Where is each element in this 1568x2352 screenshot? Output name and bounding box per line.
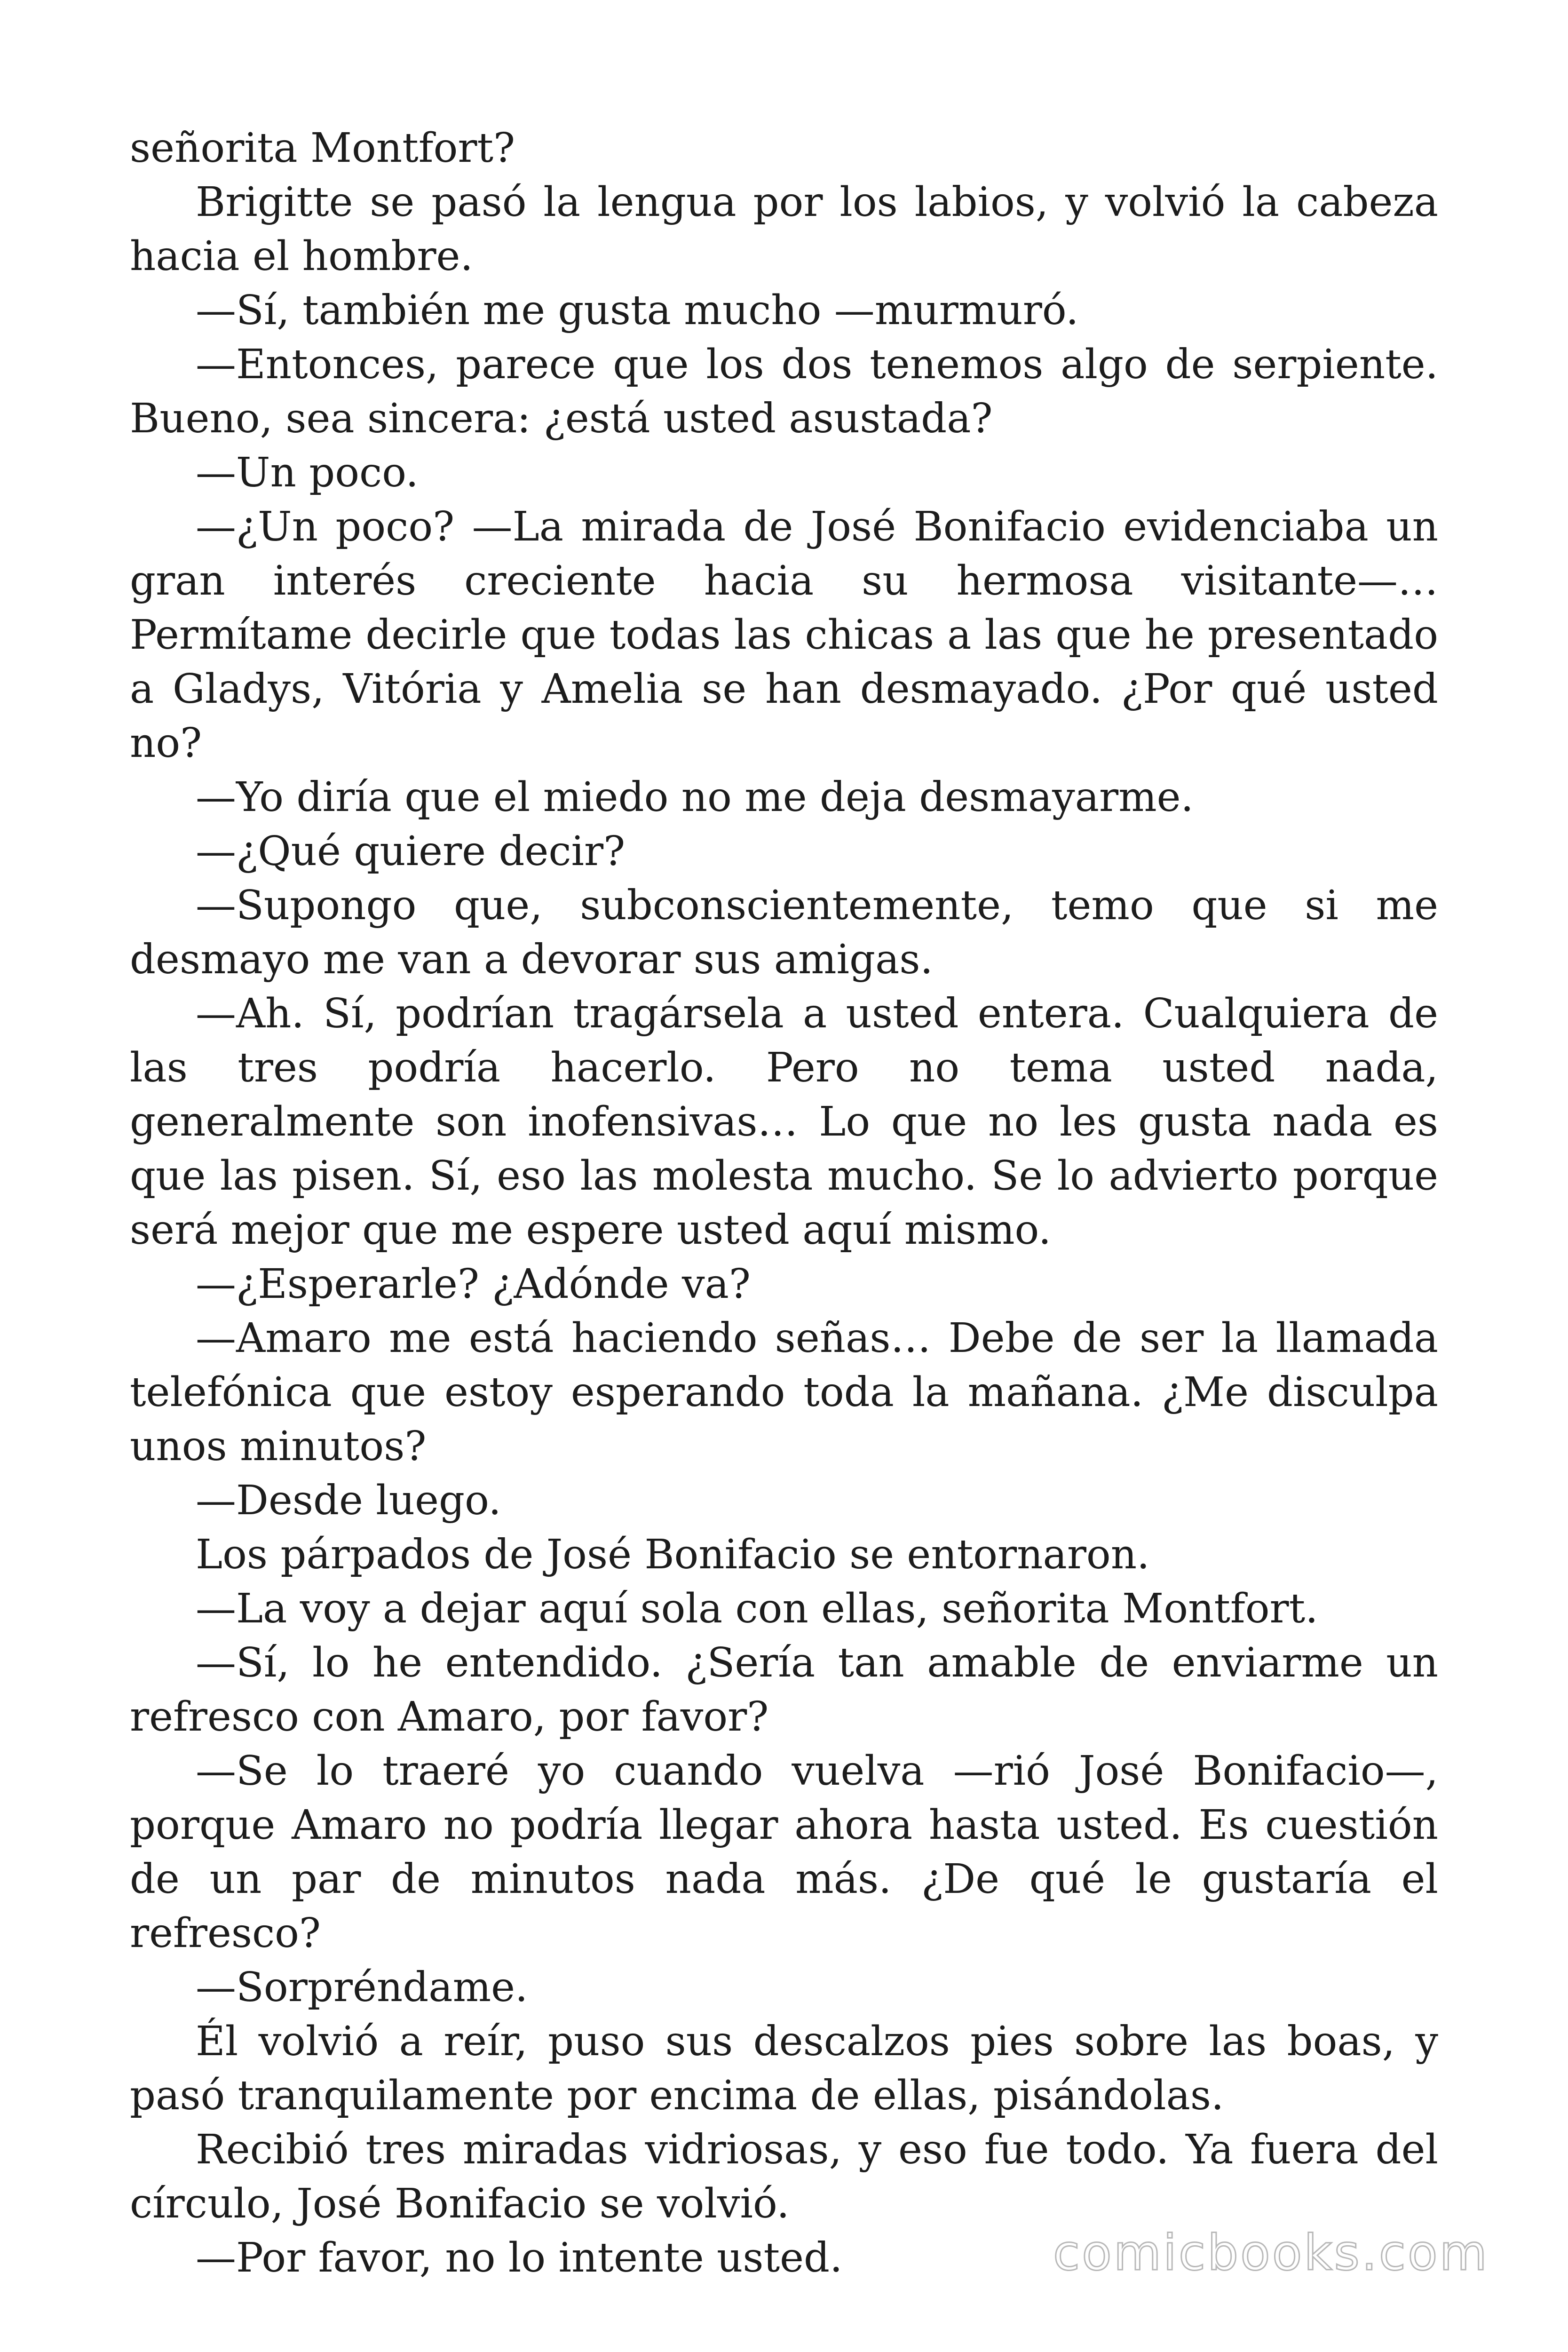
- watermark: comicbooks.com: [1053, 2224, 1489, 2281]
- paragraph-10: —Ah. Sí, podrían tragársela a usted entera. Cualquiera de las tres podría hacerlo. Pero no tema usted nada, generalmente son inofensivas… Lo que no les gusta nada es que las pisen. Sí, eso las molesta mucho. Se lo advierto porque será mejor que me espere usted aquí mismo.: [130, 990, 1438, 1254]
- paragraph-11: —¿Esperarle? ¿Adónde va?: [196, 1261, 751, 1308]
- paragraph-8: —¿Qué quiere decir?: [196, 828, 626, 875]
- paragraph-13: —Desde luego.: [196, 1477, 501, 1524]
- paragraph-3: —Sí, también me gusta mucho —murmuró.: [196, 287, 1079, 334]
- body-text: [130, 121, 1438, 2285]
- paragraph-20: Recibió tres miradas vidriosas, y eso fue todo. Ya fuera del círculo, José Bonifacio se volvió.: [130, 2126, 1438, 2227]
- paragraph-9: —Supongo que, subconscientemente, temo que si me desmayo me van a devorar sus amigas.: [130, 882, 1438, 983]
- paragraph-14: Los párpados de José Bonifacio se entornaron.: [196, 1531, 1150, 1578]
- paragraph-18: —Sorpréndame.: [196, 1964, 528, 2011]
- paragraph-5: —Un poco.: [196, 449, 419, 496]
- paragraph-1: señorita Montfort?: [130, 125, 515, 172]
- paragraph-19: Él volvió a reír, puso sus descalzos pies sobre las boas, y pasó tranquilamente por encima de ellas, pisándolas.: [130, 2018, 1438, 2119]
- paragraph-7: —Yo diría que el miedo no me deja desmayarme.: [196, 774, 1194, 821]
- paragraph-15: —La voy a dejar aquí sola con ellas, señorita Montfort.: [196, 1585, 1318, 1632]
- paragraph-16: —Sí, lo he entendido. ¿Sería tan amable de enviarme un refresco con Amaro, por favor?: [130, 1639, 1438, 1740]
- paragraph-2: Brigitte se pasó la lengua por los labios, y volvió la cabeza hacia el hombre.: [130, 179, 1438, 280]
- paragraph-21: —Por favor, no lo intente usted.: [196, 2234, 843, 2281]
- paragraph-4: —Entonces, parece que los dos tenemos algo de serpiente. Bueno, sea sincera: ¿está usted asustada?: [130, 341, 1438, 442]
- paragraph-17: —Se lo traeré yo cuando vuelva —rió José Bonifacio—, porque Amaro no podría llegar ahora hasta usted. Es cuestión de un par de minutos nada más. ¿De qué le gustaría el refresco?: [130, 1748, 1438, 1957]
- paragraph-6: —¿Un poco? —La mirada de José Bonifacio evidenciaba un gran interés creciente hacia su hermosa visitante—… Permítame decirle que todas las chicas a las que he presentado a Gladys, Vitória y Amelia se han desmayado. ¿Por qué usted no?: [130, 503, 1438, 767]
- paragraph-12: —Amaro me está haciendo señas… Debe de ser la llamada telefónica que estoy esperando toda la mañana. ¿Me disculpa unos minutos?: [130, 1315, 1438, 1470]
